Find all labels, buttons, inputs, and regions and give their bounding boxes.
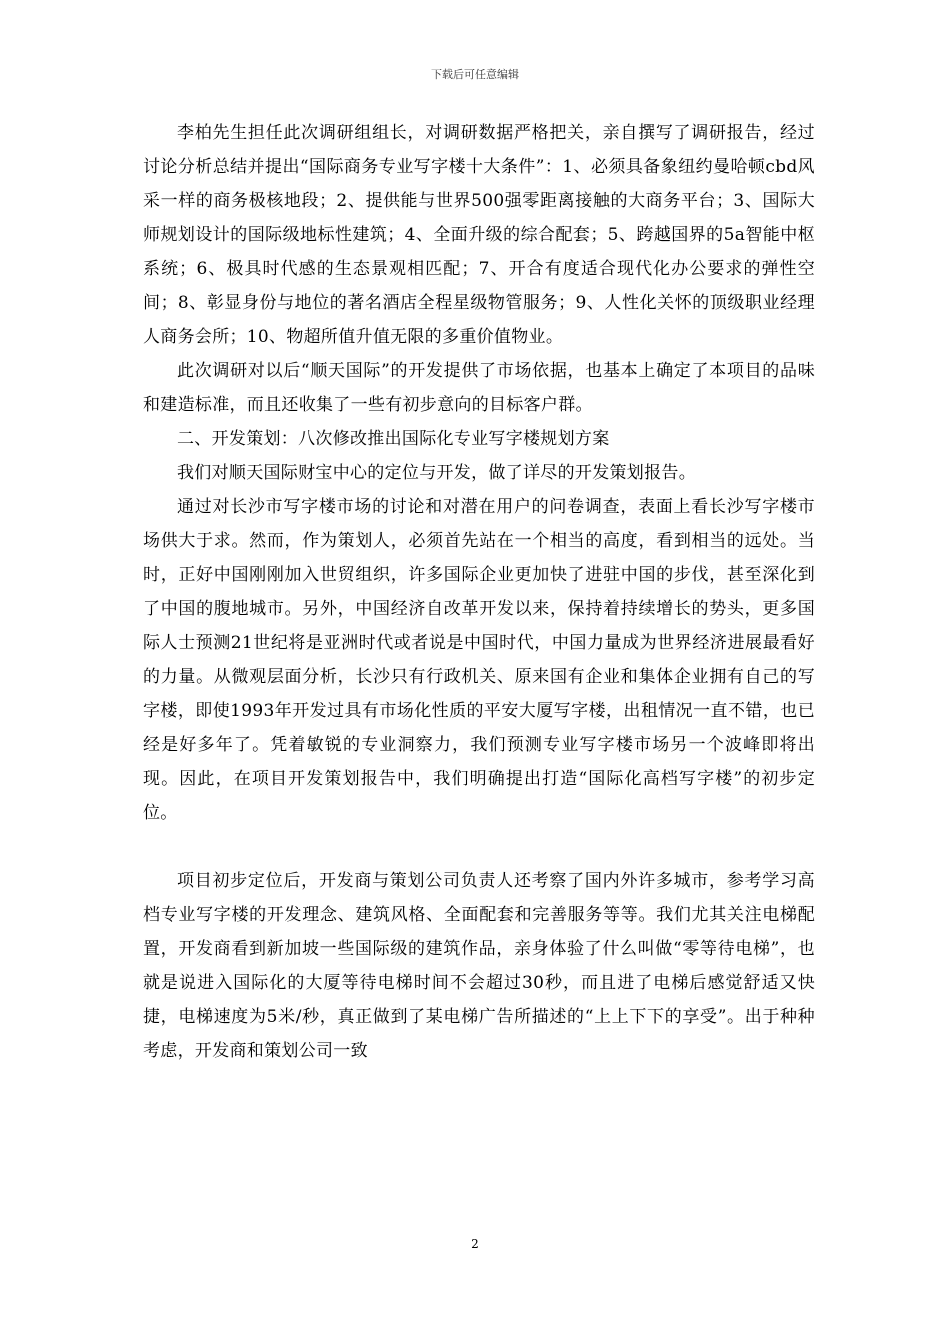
paragraph-spacer: [143, 830, 815, 864]
document-body: [143, 116, 815, 1068]
paragraph-planning-report: 我们对顺天国际财宝中心的定位与开发，做了详尽的开发策划报告。: [177, 463, 696, 483]
paragraph-survey-impact: 此次调研对以后“顺天国际”的开发提供了市场依据，也基本上确定了本项目的品味和建造标准，而且还收集了一些有初步意向的目标客户群。: [143, 361, 815, 415]
page-header: 下载后可任意编辑: [431, 68, 519, 81]
paragraph-elevator-study: 项目初步定位后，开发商与策划公司负责人还考察了国内外许多城市，参考学习高档专业写字楼的开发理念、建筑风格、全面配套和完善服务等等。我们尤其关注电梯配置，开发商看到新加坡一些国际级的建筑作品，亲身体验了什么叫做“零等待电梯”，也就是说进入国际化的大厦等待电梯时间不会超过30秒，而且进了电梯后感觉舒适又快捷，电梯速度为5米/秒，真正做到了某电梯广告所描述的“上上下下的享受”。出于种种考虑，开发商和策划公司一致: [143, 871, 815, 1061]
paragraph-survey-conclusions: 李柏先生担任此次调研组组长，对调研数据严格把关，亲自撰写了调研报告，经过讨论分析总结并提出“国际商务专业写字楼十大条件”：1、必须具备象纽约曼哈顿cbd风采一样的商务极核地段；2、提供能与世界500强零距离接触的大商务平台；3、国际大师规划设计的国际级地标性建筑；4、全面升级的综合配套；5、跨越国界的5a智能中枢系统；6、极具时代感的生态景观相匹配；7、开合有度适合现代化办公要求的弹性空间；8、彰显身份与地位的著名酒店全程星级物管服务；9、人性化关怀的顶级职业经理人商务会所；10、物超所值升值无限的多重价值物业。: [143, 123, 815, 347]
page-number: 2: [471, 1237, 479, 1251]
section-heading-development-planning: 二、开发策划：八次修改推出国际化专业写字楼规划方案: [177, 429, 610, 449]
paragraph-market-analysis: 通过对长沙市写字楼市场的讨论和对潜在用户的问卷调查，表面上看长沙写字楼市场供大于求。然而，作为策划人，必须首先站在一个相当的高度，看到相当的远处。当时，正好中国刚刚加入世贸组织，许多国际企业更加快了进驻中国的步伐，甚至深化到了中国的腹地城市。另外，中国经济自改革开发以来，保持着持续增长的势头，更多国际人士预测21世纪将是亚洲时代或者说是中国时代，中国力量成为世界经济进展最看好的力量。从微观层面分析，长沙只有行政机关、原来国有企业和集体企业拥有自己的写字楼，即使1993年开发过具有市场化性质的平安大厦写字楼，出租情况一直不错，也已经是好多年了。凭着敏锐的专业洞察力，我们预测专业写字楼市场另一个波峰即将出现。因此，在项目开发策划报告中，我们明确提出打造“国际化高档写字楼”的初步定位。: [143, 497, 815, 823]
